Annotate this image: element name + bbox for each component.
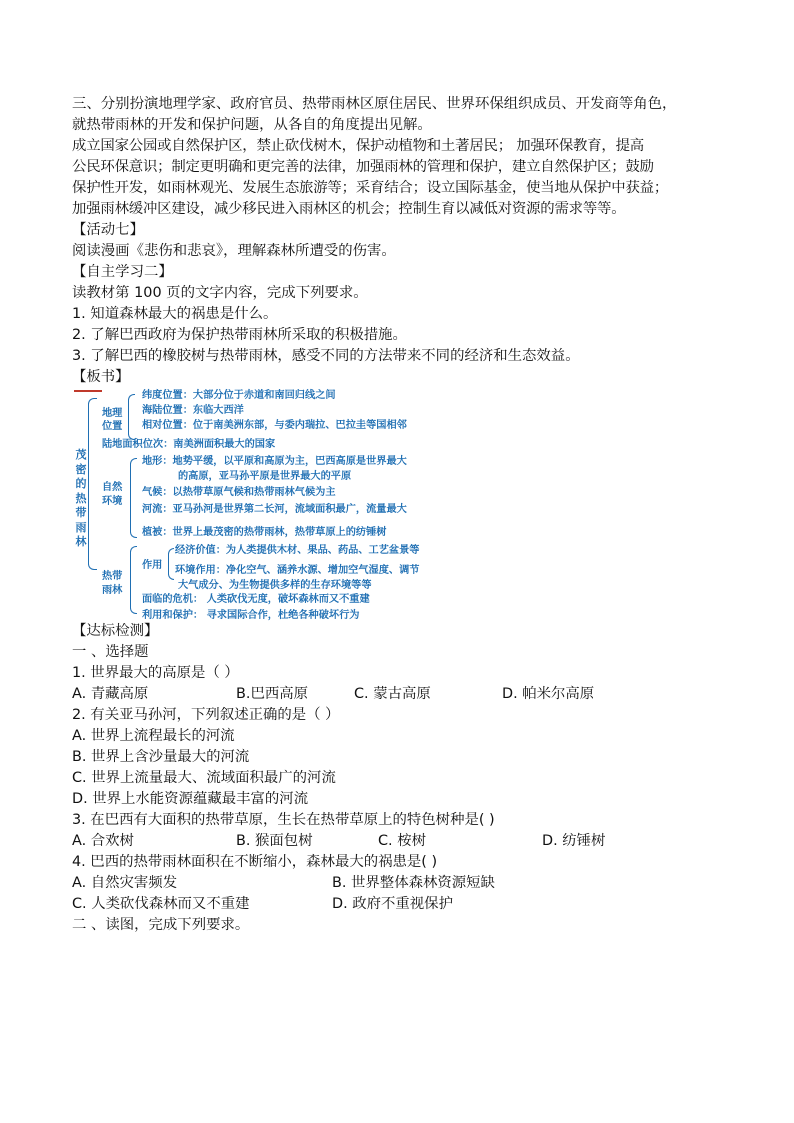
selfstudy2-intro: 读教材第 100 页的文字内容，完成下列要求。 xyxy=(72,285,368,301)
selfstudy2-heading: 【自主学习二】 xyxy=(72,264,173,280)
board-geo-brace xyxy=(128,394,135,440)
selfstudy2-item-1: 1. 知道森林最大的祸患是什么。 xyxy=(72,306,278,322)
q1-option-b: B.巴西高原 xyxy=(236,686,309,702)
q3-stem: 3. 在巴西有大面积的热带草原，生长在热带草原上的特色树种是( ) xyxy=(72,812,495,828)
board-use: 利用和保护： 寻求国际合作，杜绝各种破坏行为 xyxy=(142,610,360,621)
q2-option-d: D. 世界上水能资源蕴藏最丰富的河流 xyxy=(72,791,309,807)
board-danger: 面临的危机： 人类砍伐无度，破坏森林而又不重建 xyxy=(142,594,370,605)
board-lat: 纬度位置：大部分位于赤道和南回归线之间 xyxy=(142,390,336,401)
board-geo-title-1: 地理 xyxy=(102,408,123,419)
q4-option-c: C. 人类砍伐森林而又不重建 xyxy=(72,896,250,912)
q4-stem: 4. 巴西的热带雨林面积在不断缩小，森林最大的祸患是( ) xyxy=(72,854,438,870)
board-rf-title-1: 热带 xyxy=(102,571,123,582)
board-env-2: 大气成分、为生物提供多样的生存环境等等 xyxy=(178,580,372,591)
board-diagram xyxy=(72,390,452,621)
q4-option-a: A. 自然灾害频发 xyxy=(72,875,178,891)
board-geo-title-2: 位置 xyxy=(102,421,123,432)
board-climate: 气候：以热带草原气候和热带雨林气候为主 xyxy=(142,487,336,498)
q2-option-a: A. 世界上流程最长的河流 xyxy=(72,728,235,744)
q1-option-c: C. 蒙古高原 xyxy=(354,686,431,702)
board-role: 作用 xyxy=(142,560,163,571)
q4-option-b: B. 世界整体森林资源短缺 xyxy=(332,875,495,891)
q2-option-b: B. 世界上含沙量最大的河流 xyxy=(72,749,250,765)
document-page xyxy=(72,94,722,936)
board-rf-title-2: 雨林 xyxy=(102,585,123,596)
q3-option-c: C. 桉树 xyxy=(378,833,426,849)
board-econ: 经济价值：为人类提供木材、果品、药品、工艺盆景等 xyxy=(175,545,420,556)
section3-line5: 保护性开发，如雨林观光、发展生态旅游等；采育结合；设立国际基金，使当地从保护中获益； xyxy=(72,180,669,196)
q3-option-a: A. 合欢树 xyxy=(72,833,134,849)
q4-option-d: D. 政府不重视保护 xyxy=(332,896,453,912)
q1-option-d: D. 帕米尔高原 xyxy=(502,686,595,702)
q3-options xyxy=(72,831,722,852)
board-red-underline xyxy=(74,390,102,392)
board-terrain-1: 地形：地势平缓，以平原和高原为主，巴西高原是世界最大 xyxy=(142,456,407,467)
test-part1: 一 、选择题 xyxy=(72,644,149,660)
test-heading: 【达标检测】 xyxy=(72,623,159,639)
board-rf-brace xyxy=(130,546,137,614)
board-area: 陆地面积位次：南美洲面积最大的国家 xyxy=(102,439,276,450)
q2-option-c: C. 世界上流量最大、流域面积最广的河流 xyxy=(72,770,336,786)
board-role-brace xyxy=(168,548,174,580)
q4-options-row1 xyxy=(72,873,722,894)
q1-option-a: A. 青藏高原 xyxy=(72,686,149,702)
board-nat-title-2: 环境 xyxy=(102,496,123,507)
activity7-heading: 【活动七】 xyxy=(72,222,144,238)
board-nat-title-1: 自然 xyxy=(102,482,123,493)
section3-line2: 就热带雨林的开发和保护问题，从各自的角度提出见解。 xyxy=(72,117,432,133)
board-river: 河流：亚马孙河是世界第二长河，流域面积最广，流量最大 xyxy=(142,504,407,515)
board-root-title: 茂密的热带雨林 xyxy=(75,448,87,548)
board-terrain-2: 的高原，亚马孙平原是世界最大的平原 xyxy=(178,471,352,482)
section3-line3: 成立国家公园或自然保护区，禁止砍伐树木，保护动植物和土著居民； 加强环保教育，提高 xyxy=(72,138,645,154)
board-env-1: 环境作用：净化空气、涵养水源、增加空气湿度、调节 xyxy=(175,565,420,576)
q3-option-d: D. 纺锤树 xyxy=(542,833,606,849)
selfstudy2-item-3: 3. 了解巴西的橡胶树与热带雨林，感受不同的方法带来不同的经济和生态效益。 xyxy=(72,348,580,364)
board-nat-brace xyxy=(130,458,137,538)
q1-options xyxy=(72,684,722,705)
board-heading: 【板书】 xyxy=(72,369,130,385)
section3-line1: 三、分别扮演地理学家、政府官员、热带雨林区原住居民、世界环保组织成员、开发商等角色， xyxy=(72,96,677,112)
section3-line6: 加强雨林缓冲区建设，减少移民进入雨林区的机会；控制生育以减低对资源的需求等等。 xyxy=(72,201,626,217)
q4-options-row2 xyxy=(72,894,722,915)
q3-option-b: B. 猴面包树 xyxy=(236,833,313,849)
section3-line4: 公民环保意识；制定更明确和更完善的法律，加强雨林的管理和保护，建立自然保护区；鼓励 xyxy=(72,159,654,175)
board-veg: 植被：世界上最茂密的热带雨林，热带草原上的纺锤树 xyxy=(142,527,387,538)
q2-stem: 2. 有关亚马孙河，下列叙述正确的是（ ） xyxy=(72,707,340,723)
board-rel: 相对位置：位于南美洲东部，与委内瑞拉、巴拉圭等国相邻 xyxy=(142,420,407,431)
selfstudy2-item-2: 2. 了解巴西政府为保护热带雨林所采取的积极措施。 xyxy=(72,327,407,343)
q1-stem: 1. 世界最大的高原是（ ） xyxy=(72,665,239,681)
activity7-text: 阅读漫画《悲伤和悲哀》，理解森林所遭受的伤害。 xyxy=(72,243,396,259)
test-part2: 二 、读图，完成下列要求。 xyxy=(72,917,250,933)
board-root-brace xyxy=(88,398,97,570)
board-sea: 海陆位置：东临大西洋 xyxy=(142,405,244,416)
